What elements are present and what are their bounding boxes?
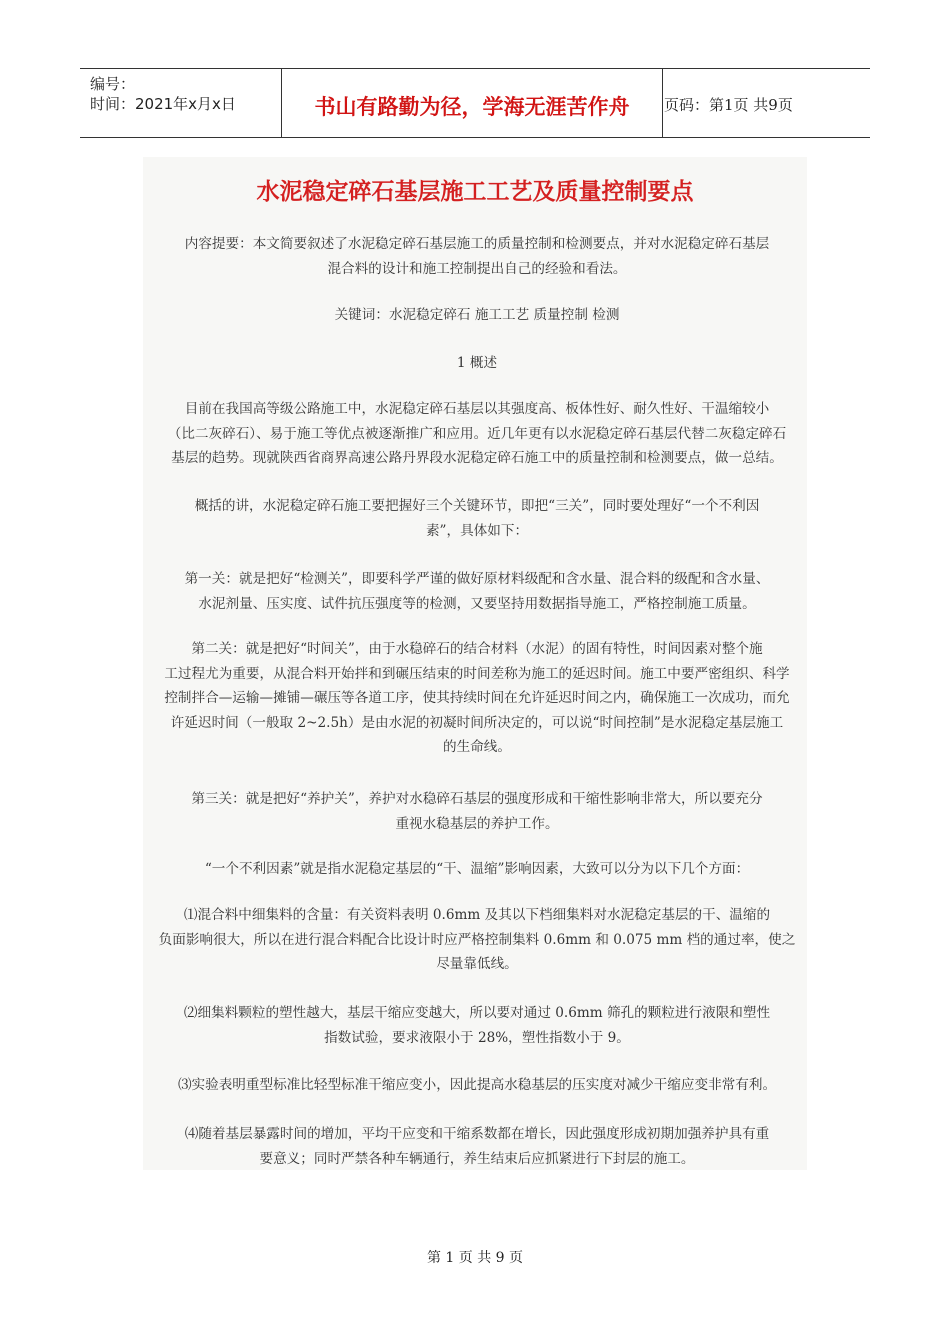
paragraph-line: 第一关：就是把好“检测关”，即要科学严谨的做好原材料级配和含水量、混合料的级配和含水量、 (184, 571, 770, 587)
summary (147, 232, 807, 281)
paragraph-item-3: ⑶实验表明重型标准比轻型标准干缩应变小，因此提高水稳基层的压实度对减少干缩应变非常有利。 (177, 1077, 777, 1093)
paragraph-line: ⑴混合料中细集料的含量：有关资料表明 0.6mm 及其以下档细集料对水泥稳定基层的干、温缩的 (183, 907, 771, 923)
page-footer: 第 1 页 共 9 页 (426, 1250, 524, 1266)
section-heading: 1 概述 (456, 355, 498, 371)
paragraph-line: 尽量靠低线。 (436, 956, 518, 972)
paragraph-line: 目前在我国高等级公路施工中，水泥稳定碎石基层以其强度高、板体性好、耐久性好、干温缩较小 (184, 401, 770, 417)
header-page-cell (662, 69, 870, 137)
paragraph-item-4 (147, 1122, 807, 1171)
paragraph-line: 控制拌合—运输—摊铺—碾压等各道工序，使其持续时间在允许延迟时间之内，确保施工一次成功，而允 (164, 690, 790, 706)
paragraph-third-gate (147, 787, 807, 836)
paragraph-item-2 (147, 1001, 807, 1050)
time-label: 时间：2021年x月x日 (90, 95, 236, 113)
paragraph-line: 水泥剂量、压实度、试件抗压强度等的检测，又要坚持用数据指导施工，严格控制施工质量。 (198, 595, 756, 612)
paragraph-overview (147, 397, 807, 471)
paragraph-summary (147, 494, 807, 543)
paragraph-line: 许延迟时间（一般取 2~2.5h）是由水泥的初凝时间所决定的，可以说“时间控制”是水泥稳定基层施工 (170, 714, 784, 731)
paragraph-second-gate (147, 637, 807, 760)
paragraph-line: （比二灰碎石）、易于施工等优点被逐渐推广和应用。近几年更有以水泥稳定碎石基层代替二灰稳定碎石 (167, 425, 787, 442)
paragraph-line: 第二关：就是把好“时间关”，由于水稳碎石的结合材料（水泥）的固有特性，时间因素对整个施 (191, 641, 763, 657)
summary-line: 内容提要：本文简要叙述了水泥稳定碎石基层施工的质量控制和检测要点，并对水泥稳定碎石基层 (184, 236, 770, 252)
article-title: 水泥稳定碎石基层施工工艺及质量控制要点 (256, 179, 694, 205)
paragraph-line: 基层的趋势。现就陕西省商界高速公路丹界段水泥稳定碎石施工中的质量控制和检测要点，做一总结。 (171, 450, 783, 466)
header-motto-cell (281, 69, 663, 137)
summary-line: 混合料的设计和施工控制提出自己的经验和看法。 (327, 260, 627, 277)
paragraph-line: ⑷随着基层暴露时间的增加，平均干应变和干缩系数都在增长，因此强度形成初期加强养护具有重 (184, 1126, 770, 1142)
paragraph-line: 指数试验，要求液限小于 28%，塑性指数小于 9。 (324, 1029, 630, 1046)
paragraph-line: 要意义；同时严禁各种车辆通行，养生结束后应抓紧进行下封层的施工。 (259, 1150, 695, 1167)
page-info: 页码：第1页 共9页 (664, 96, 793, 114)
paragraph-line: 重视水稳基层的养护工作。 (395, 815, 559, 832)
paragraph-line: 素”，具体如下： (425, 522, 529, 539)
document-header (80, 68, 870, 138)
number-label: 编号： (90, 75, 136, 93)
paragraph-item-1 (147, 903, 807, 977)
keywords: 关键词：水泥稳定碎石 施工工艺 质量控制 检测 (334, 307, 620, 323)
paragraph-line: 工过程尤为重要，从混合料开始拌和到碾压结束的时间差称为施工的延迟时间。施工中要严密组织、科学 (164, 665, 790, 682)
motto-text: 书山有路勤为径，学海无涯苦作舟 (314, 95, 630, 119)
paragraph-first-gate (147, 567, 807, 616)
article-body (143, 157, 807, 1170)
paragraph-line: ⑵细集料颗粒的塑性越大，基层干缩应变越大，所以要对通过 0.6mm 筛孔的颗粒进行液限和塑性 (183, 1005, 771, 1021)
paragraph-line: 第三关：就是把好“养护关”，养护对水稳碎石基层的强度形成和干缩性影响非常大，所以要充分 (191, 791, 763, 807)
paragraph-line: 的生命线。 (443, 739, 511, 755)
header-info-cell (80, 69, 281, 137)
paragraph-line: 概括的讲，水泥稳定碎石施工要把握好三个关键环节，即把“三关”，同时要处理好“一个不利因 (194, 498, 760, 514)
paragraph-line: 负面影响很大，所以在进行混合料配合比设计时应严格控制集料 0.6mm 和 0.075 mm 档的通过率，使之 (158, 931, 796, 948)
paragraph-unfavorable-factor: “一个不利因素”就是指水泥稳定基层的“干、温缩”影响因素，大致可以分为以下几个方面： (204, 861, 750, 877)
